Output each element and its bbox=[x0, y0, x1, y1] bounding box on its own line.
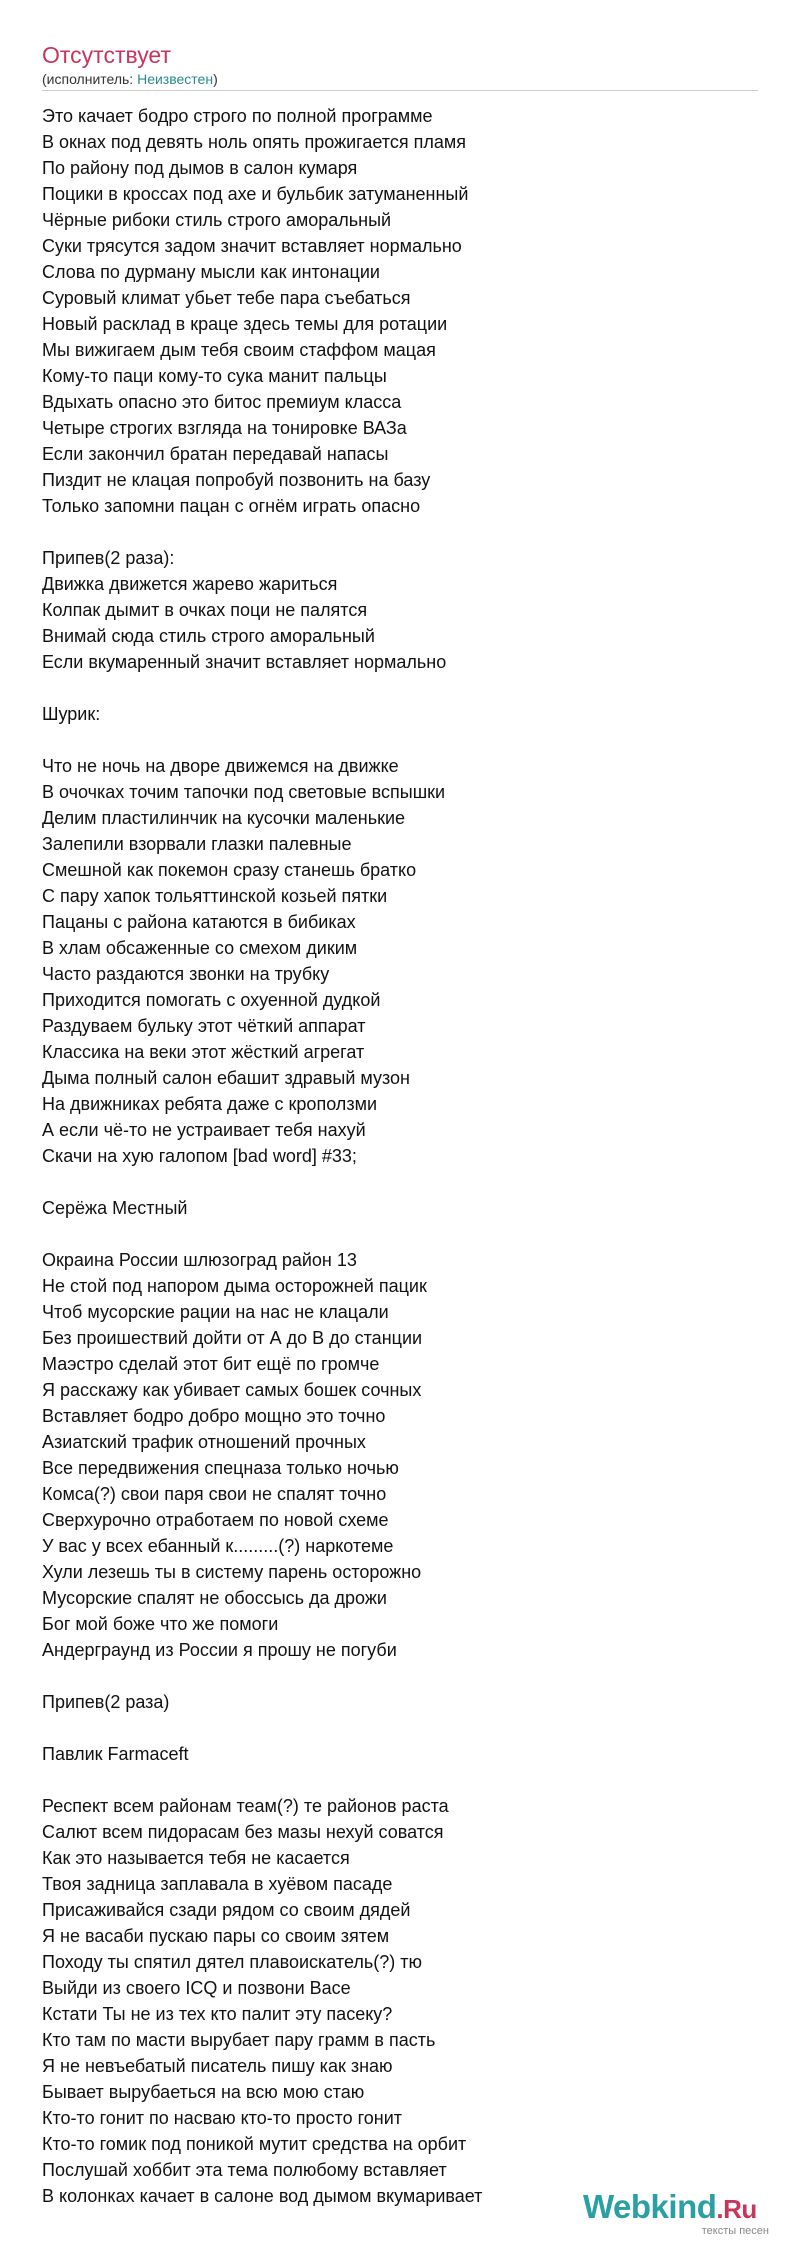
lyric-line: Часто раздаются звонки на трубку bbox=[42, 964, 330, 984]
lyric-line: Четыре строгих взгляда на тонировке ВАЗа bbox=[42, 418, 407, 438]
lyric-line: Если вкумаренный значит вставляет нормально bbox=[42, 652, 447, 672]
lyric-line: Суровый климат убьет тебе пара съебаться bbox=[42, 288, 411, 308]
lyric-line: В окнах под девять ноль опять прожигается пламя bbox=[42, 132, 466, 152]
logo-wordmark bbox=[583, 2188, 757, 2228]
lyric-line: Поцики в кроссах под ахе и бульбик затуманенный bbox=[42, 184, 469, 204]
lyric-line: Мусорские спалят не обоссысь да дрожи bbox=[42, 1588, 387, 1608]
lyric-line: Респект всем районам теам(?) те районов раста bbox=[42, 1796, 449, 1816]
lyric-line: Я не невъебатый писатель пишу как знаю bbox=[42, 2056, 393, 2076]
lyric-line: Комса(?) свои паря свои не спалят точно bbox=[42, 1484, 387, 1504]
lyric-line: Скачи на хую галопом [bad word] #33; bbox=[42, 1146, 357, 1166]
lyric-line: Бог мой боже что же помоги bbox=[42, 1614, 279, 1634]
logo-tld: .Ru bbox=[716, 2194, 757, 2224]
lyric-blank-line bbox=[42, 1715, 758, 1741]
lyric-line: Колпак дымит в очках поци не палятся bbox=[42, 600, 368, 620]
lyric-line: Раздуваем бульку этот чёткий аппарат bbox=[42, 1016, 366, 1036]
lyric-blank-line bbox=[42, 675, 758, 701]
lyric-line: Мы вижигаем дым тебя своим стаффом мацая bbox=[42, 340, 436, 360]
lyric-line: Кто-то гонит по насваю кто-то просто гонит bbox=[42, 2108, 403, 2128]
lyric-blank-line bbox=[42, 519, 758, 545]
logo-tagline: тексты песен bbox=[701, 2225, 769, 2237]
lyric-line: Шурик: bbox=[42, 704, 101, 724]
lyric-blank-line bbox=[42, 1221, 758, 1247]
lyric-line: Выйди из своего ICQ и позвони Васе bbox=[42, 1978, 351, 1998]
lyrics-page bbox=[42, 40, 758, 2209]
lyric-line: Это качает бодро строго по полной программе bbox=[42, 106, 433, 126]
logo-brand: Webkind bbox=[583, 2188, 717, 2225]
lyric-line: Бывает вырубаеться на всю мою стаю bbox=[42, 2082, 365, 2102]
lyric-line: Как это называется тебя не касается bbox=[42, 1848, 350, 1868]
artist-suffix: ) bbox=[213, 71, 218, 87]
lyric-line: Слова по дурману мысли как интонации bbox=[42, 262, 380, 282]
lyric-line: Присаживайся сзади рядом со своим дядей bbox=[42, 1900, 411, 1920]
lyric-blank-line bbox=[42, 1169, 758, 1195]
song-title: Отсутствует bbox=[42, 42, 171, 68]
lyric-line: Салют всем пидорасам без мазы нехуй соватся bbox=[42, 1822, 444, 1842]
lyric-line: Приходится помогать с охуенной дудкой bbox=[42, 990, 381, 1010]
lyric-line: Залепили взорвали глазки палевные bbox=[42, 834, 352, 854]
lyric-blank-line bbox=[42, 1767, 758, 1793]
lyric-line: В очочках точим тапочки под световые вспышки bbox=[42, 782, 446, 802]
lyric-line: Классика на веки этот жёсткий агрегат bbox=[42, 1042, 365, 1062]
lyric-line: Внимай сюда стиль строго аморальный bbox=[42, 626, 375, 646]
lyric-line: Походу ты спятил дятел плавоискатель(?) тю bbox=[42, 1952, 423, 1972]
lyric-line: Чтоб мусорские рации на нас не клацали bbox=[42, 1302, 389, 1322]
lyric-line: Чёрные рибоки стиль строго аморальный bbox=[42, 210, 392, 230]
lyric-line: Андерграунд из России я прошу не погуби bbox=[42, 1640, 397, 1660]
lyric-line: Вставляет бодро добро мощно это точно bbox=[42, 1406, 386, 1426]
lyric-line: По району под дымов в салон кумаря bbox=[42, 158, 358, 178]
lyric-line: Смешной как покемон сразу станешь братко bbox=[42, 860, 417, 880]
lyric-line: Твоя задница заплавала в хуёвом пасаде bbox=[42, 1874, 393, 1894]
lyric-line: В хлам обсаженные со смехом диким bbox=[42, 938, 358, 958]
lyric-line: Только запомни пацан с огнём играть опасно bbox=[42, 496, 421, 516]
lyric-line: Припев(2 раза) bbox=[42, 1692, 170, 1712]
lyric-line: Припев(2 раза): bbox=[42, 548, 175, 568]
artist-link[interactable]: Неизвестен bbox=[137, 71, 214, 87]
lyric-line: Послушай хоббит эта тема полюбому вставляет bbox=[42, 2160, 447, 2180]
artist-prefix: (исполнитель: bbox=[42, 71, 138, 87]
lyric-line: Если закончил братан передавай напасы bbox=[42, 444, 389, 464]
lyric-line: Павлик Farmaceft bbox=[42, 1744, 189, 1764]
lyric-line: Что не ночь на дворе движемся на движке bbox=[42, 756, 399, 776]
lyric-line: Кстати Ты не из тех кто палит эту пасеку? bbox=[42, 2004, 393, 2024]
lyric-blank-line bbox=[42, 727, 758, 753]
lyric-line: Я расскажу как убивает самых бошек сочных bbox=[42, 1380, 422, 1400]
lyric-line: Не стой под напором дыма осторожней пацик bbox=[42, 1276, 427, 1296]
lyric-line: Без проишествий дойти от А до В до станции bbox=[42, 1328, 423, 1348]
lyric-line: На движниках ребята даже с кроползми bbox=[42, 1094, 377, 1114]
lyric-line: Я не васаби пускаю пары со своим зятем bbox=[42, 1926, 390, 1946]
lyric-line: Дыма полный салон ебашит здравый музон bbox=[42, 1068, 410, 1088]
lyric-line: Суки трясутся задом значит вставляет нормально bbox=[42, 236, 462, 256]
lyric-line: А если чё-то не устраивает тебя нахуй bbox=[42, 1120, 366, 1140]
lyric-line: Движка движется жарево жариться bbox=[42, 574, 338, 594]
lyric-line: Серёжа Местный bbox=[42, 1198, 188, 1218]
lyric-line: Кто-то гомик под поникой мутит средства на орбит bbox=[42, 2134, 467, 2154]
lyric-line: Делим пластилинчик на кусочки маленькие bbox=[42, 808, 406, 828]
lyric-line: Пацаны с района катаются в бибиках bbox=[42, 912, 356, 932]
lyric-line: Сверхурочно отработаем по новой схеме bbox=[42, 1510, 389, 1530]
lyric-line: Окраина России шлюзоград район 13 bbox=[42, 1250, 357, 1270]
lyric-line: Кто там по масти вырубает пару грамм в пасть bbox=[42, 2030, 436, 2050]
lyric-line: Пиздит не клацая попробуй позвонить на базу bbox=[42, 470, 431, 490]
lyric-line: Кому-то паци кому-то сука манит пальцы bbox=[42, 366, 387, 386]
lyric-line: Новый расклад в краце здесь темы для ротации bbox=[42, 314, 448, 334]
site-logo[interactable] bbox=[583, 2188, 773, 2242]
lyric-line: Маэстро сделай этот бит ещё по громче bbox=[42, 1354, 380, 1374]
lyric-blank-line bbox=[42, 1663, 758, 1689]
lyric-line: Азиатский трафик отношений прочных bbox=[42, 1432, 366, 1452]
artist-line bbox=[42, 70, 758, 91]
lyric-line: У вас у всех ебанный к.........(?) наркотеме bbox=[42, 1536, 394, 1556]
lyric-line: В колонках качает в салоне вод дымом вкумаривает bbox=[42, 2186, 483, 2206]
lyric-line: Все передвижения спецназа только ночью bbox=[42, 1458, 399, 1478]
lyrics-text bbox=[42, 103, 758, 2209]
lyric-line: С пару хапок тольяттинской козьей пятки bbox=[42, 886, 388, 906]
lyric-line: Хули лезешь ты в систему парень осторожно bbox=[42, 1562, 422, 1582]
lyric-line: Вдыхать опасно это битос премиум класса bbox=[42, 392, 402, 412]
